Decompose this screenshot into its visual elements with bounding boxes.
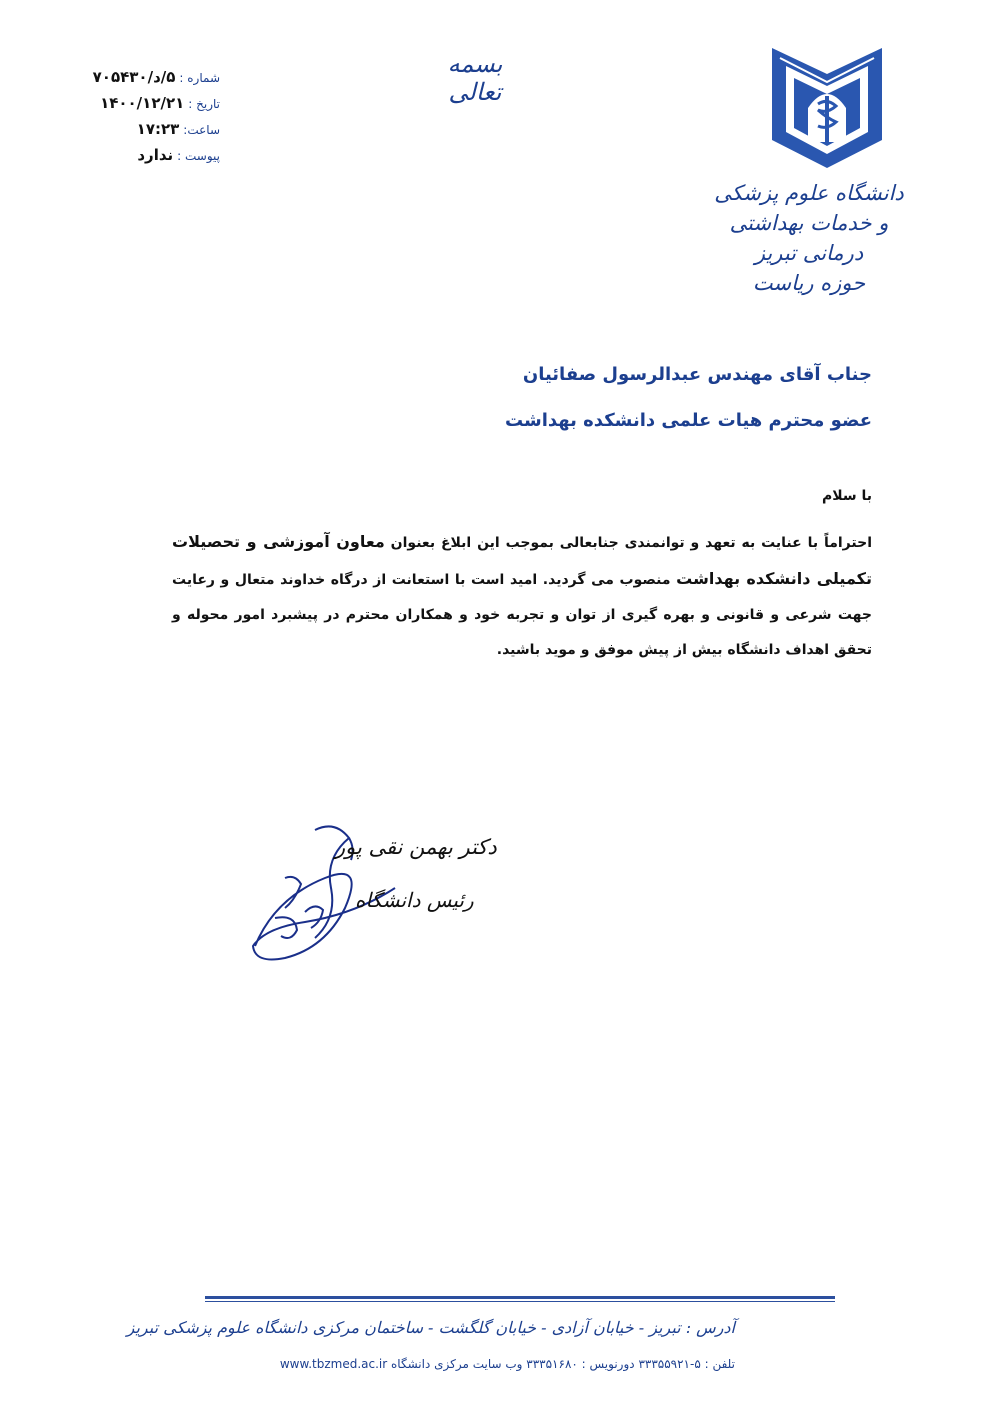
signatory-name: دکتر بهمن نقی پور xyxy=(335,835,497,859)
university-logo xyxy=(768,44,886,172)
footer-address: آدرس : تبریز - خیابان آزادی - خیابان گلگشت - ساختمان مرکزی دانشگاه علوم پزشکی تبریز xyxy=(126,1318,735,1337)
attachment-value: ندارد xyxy=(137,146,174,164)
logo-caption-line2: و خدمات بهداشتی درمانی تبریز xyxy=(729,211,889,265)
greeting: با سلام xyxy=(821,488,872,504)
number-label: شماره : xyxy=(179,71,220,85)
attachment-label: پیوست : xyxy=(177,149,220,163)
letter-meta xyxy=(60,68,220,172)
signatory-title: رئیس دانشگاه xyxy=(355,888,474,912)
logo-caption xyxy=(714,178,904,298)
recipient-name: جناب آقای مهندس عبدالرسول صفائیان xyxy=(522,364,872,385)
date-value: ۱۴۰۰/۱۲/۲۱ xyxy=(100,94,185,112)
footer-divider xyxy=(205,1296,835,1299)
logo-caption-line1: دانشگاه علوم پزشکی xyxy=(714,181,904,205)
body-part1: احتراماً با عنایت به تعهد و توانمندی جنابعالی بموجب این ابلاغ بعنوان xyxy=(384,535,872,551)
date-label: تاریخ : xyxy=(188,97,220,111)
body-part2: منصوب می گردید. امید است با استعانت از درگاه خداوند متعال و رعایت جهت شرعی و قانونی و بهره گیری از توان و تجربه خود و همکاران محترم در پیشبرد امور محوله و تحقق اهداف دانشگاه بیش از پیش موفق و موید باشید. xyxy=(172,572,872,658)
body-highlight: معاون آموزشی و تحصیلات تکمیلی دانشکده بهداشت xyxy=(172,532,872,588)
number-value: ۵/د/۷۰۵۴۳۰ xyxy=(92,68,176,86)
meta-number-row xyxy=(60,68,220,94)
letter-body xyxy=(172,524,872,668)
bismillah-heading: بسمه تعالی xyxy=(447,50,503,106)
meta-date-row xyxy=(60,94,220,120)
meta-time-row xyxy=(60,120,220,146)
meta-attachment-row xyxy=(60,146,220,172)
recipient-block xyxy=(272,352,872,444)
logo-caption-line3: حوزه ریاست xyxy=(752,271,866,295)
time-value: ۱۷:۲۳ xyxy=(136,120,180,138)
footer-divider-thin xyxy=(205,1301,835,1302)
recipient-position: عضو محترم هیات علمی دانشکده بهداشت xyxy=(504,410,872,431)
footer-contact: تلفن : ۵-۳۳۳۵۵۹۲۱ دورنویس : ۳۳۳۵۱۶۸۰ وب سایت مرکزی دانشگاه www.tbzmed.ac.ir xyxy=(279,1357,735,1371)
time-label: ساعت: xyxy=(183,123,220,137)
